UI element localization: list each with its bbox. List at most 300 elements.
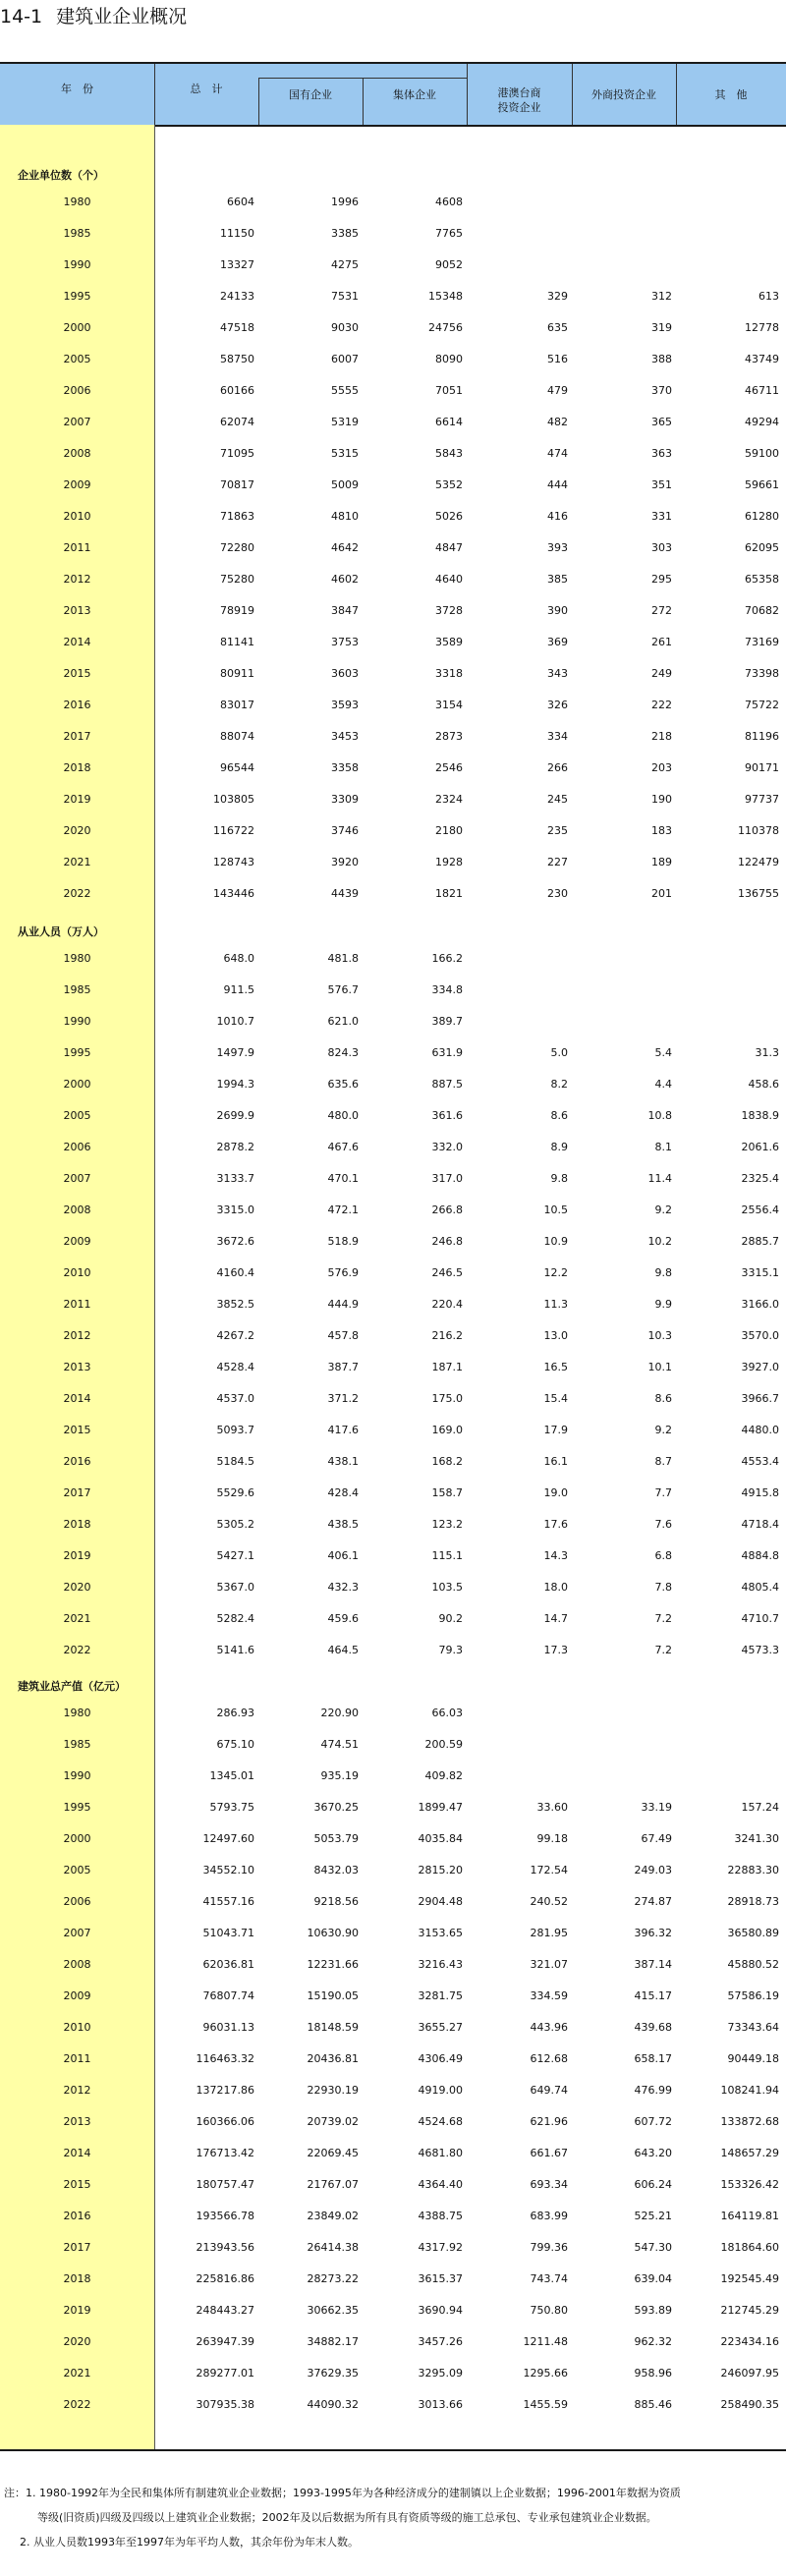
value-cell: 246.5 [431, 1266, 463, 1279]
header-subdivider [258, 78, 467, 79]
year-cell: 1995 [63, 1046, 91, 1059]
value-cell: 5.0 [550, 1046, 568, 1059]
value-cell: 3153.65 [418, 1927, 463, 1939]
value-cell: 365 [651, 416, 672, 428]
value-cell: 3358 [331, 761, 359, 774]
table-row [0, 257, 786, 273]
year-cell: 2010 [63, 2021, 91, 2034]
value-cell: 9030 [331, 321, 359, 334]
note-line-2: 等级(旧资质)四级及四级以上建筑业企业数据；2002年及以后数据为所有具有资质等级的施工总承包、专业承包建筑业企业数据。 [37, 2511, 657, 2524]
value-cell: 71863 [220, 510, 254, 523]
year-cell: 2005 [63, 1864, 91, 1876]
table-row [0, 1988, 786, 2004]
value-cell: 1899.47 [418, 1801, 463, 1814]
value-cell: 2815.20 [418, 1864, 463, 1876]
value-cell: 7.2 [654, 1644, 672, 1656]
table-row [0, 951, 786, 967]
value-cell: 631.9 [431, 1046, 463, 1059]
value-cell: 4388.75 [418, 2210, 463, 2222]
value-cell: 334 [547, 730, 568, 743]
value-cell: 3315.1 [741, 1266, 779, 1279]
value-cell: 3847 [331, 604, 359, 617]
year-cell: 1980 [63, 1707, 91, 1719]
table-row [0, 320, 786, 336]
value-cell: 406.1 [327, 1549, 359, 1562]
table-row [0, 792, 786, 808]
value-cell: 4537.0 [216, 1392, 254, 1405]
value-cell: 189 [651, 856, 672, 868]
year-cell: 2007 [63, 1172, 91, 1185]
year-cell: 2015 [63, 1424, 91, 1436]
value-cell: 693.34 [530, 2178, 568, 2191]
value-cell: 4602 [331, 573, 359, 586]
value-cell: 110378 [738, 824, 779, 837]
value-cell: 3309 [331, 793, 359, 806]
value-cell: 13327 [220, 258, 254, 271]
value-cell: 16.5 [543, 1361, 568, 1373]
value-cell: 258490.35 [720, 2398, 779, 2411]
year-cell: 1980 [63, 952, 91, 965]
header-other: 其 他 [714, 88, 748, 101]
year-cell: 2021 [63, 1612, 91, 1625]
value-cell: 71095 [220, 447, 254, 460]
value-cell: 3281.75 [418, 1989, 463, 2002]
value-cell: 240.52 [530, 1895, 568, 1908]
table-row [0, 2146, 786, 2161]
year-cell: 1990 [63, 1769, 91, 1782]
value-cell: 4847 [435, 541, 463, 554]
value-cell: 4805.4 [741, 1581, 779, 1594]
value-cell: 329 [547, 290, 568, 303]
value-cell: 387.14 [634, 1958, 672, 1971]
value-cell: 11.3 [543, 1298, 568, 1311]
value-cell: 4573.3 [741, 1644, 779, 1656]
value-cell: 148657.29 [720, 2147, 779, 2159]
value-cell: 3154 [435, 699, 463, 711]
value-cell: 3966.7 [741, 1392, 779, 1405]
value-cell: 28918.73 [727, 1895, 779, 1908]
value-cell: 160366.06 [196, 2115, 254, 2128]
value-cell: 15.4 [543, 1392, 568, 1405]
value-cell: 3457.26 [418, 2335, 463, 2348]
value-cell: 143446 [213, 887, 254, 900]
value-cell: 8.6 [550, 1109, 568, 1122]
value-cell: 4718.4 [741, 1518, 779, 1531]
value-cell: 658.17 [634, 2052, 672, 2065]
value-cell: 5053.79 [313, 1832, 359, 1845]
value-cell: 2324 [435, 793, 463, 806]
value-cell: 332.0 [431, 1141, 463, 1153]
table-row [0, 1265, 786, 1281]
table-row [0, 1108, 786, 1124]
value-cell: 432.3 [327, 1581, 359, 1594]
value-cell: 1928 [435, 856, 463, 868]
value-cell: 3216.43 [418, 1958, 463, 1971]
value-cell: 9218.56 [313, 1895, 359, 1908]
table-row [0, 1234, 786, 1250]
table-row [0, 1171, 786, 1187]
value-cell: 613 [758, 290, 779, 303]
value-cell: 70817 [220, 478, 254, 491]
value-cell: 887.5 [431, 1078, 463, 1091]
value-cell: 331 [651, 510, 672, 523]
header-divider [676, 64, 677, 125]
value-cell: 246097.95 [720, 2367, 779, 2380]
value-cell: 576.9 [327, 1266, 359, 1279]
table-row [0, 1548, 786, 1564]
note-line-1: 注：1. 1980-1992年为全民和集体所有制建筑业企业数据；1993-1995年为各种经济成分的建制镇以上企业数据；1996-2001年数据为资质 [4, 2487, 681, 2499]
value-cell: 387.7 [327, 1361, 359, 1373]
value-cell: 4439 [331, 887, 359, 900]
value-cell: 1497.9 [216, 1046, 254, 1059]
year-cell: 2011 [63, 1298, 91, 1311]
year-cell: 2022 [63, 887, 91, 900]
table-row [0, 1485, 786, 1501]
value-cell: 343 [547, 667, 568, 680]
value-cell: 30662.35 [307, 2304, 359, 2317]
value-cell: 444 [547, 478, 568, 491]
year-cell: 2018 [63, 1518, 91, 1531]
table-row [0, 760, 786, 776]
value-cell: 683.99 [530, 2210, 568, 2222]
value-cell: 370 [651, 384, 672, 397]
value-cell: 176713.42 [196, 2147, 254, 2159]
year-cell: 2008 [63, 447, 91, 460]
value-cell: 3295.09 [418, 2367, 463, 2380]
table-row [0, 226, 786, 242]
value-cell: 4681.80 [418, 2147, 463, 2159]
year-cell: 2008 [63, 1958, 91, 1971]
value-cell: 12.2 [543, 1266, 568, 1279]
year-cell: 2016 [63, 2210, 91, 2222]
value-cell: 3013.66 [418, 2398, 463, 2411]
value-cell: 1211.48 [523, 2335, 568, 2348]
value-cell: 5529.6 [216, 1486, 254, 1499]
value-cell: 43749 [745, 353, 779, 365]
value-cell: 958.96 [634, 2367, 672, 2380]
value-cell: 2873 [435, 730, 463, 743]
value-cell: 24756 [428, 321, 463, 334]
value-cell: 12497.60 [202, 1832, 254, 1845]
value-cell: 11150 [220, 227, 254, 240]
value-cell: 12231.66 [307, 1958, 359, 1971]
value-cell: 67.49 [641, 1832, 672, 1845]
value-cell: 3746 [331, 824, 359, 837]
value-cell: 201 [651, 887, 672, 900]
value-cell: 286.93 [216, 1707, 254, 1719]
table-row [0, 415, 786, 430]
value-cell: 108241.94 [720, 2084, 779, 2097]
value-cell: 203 [651, 761, 672, 774]
value-cell: 22930.19 [307, 2084, 359, 2097]
value-cell: 60166 [220, 384, 254, 397]
year-cell: 2014 [63, 2147, 91, 2159]
value-cell: 10.2 [647, 1235, 672, 1248]
value-cell: 3589 [435, 636, 463, 648]
value-cell: 480.0 [327, 1109, 359, 1122]
value-cell: 168.2 [431, 1455, 463, 1468]
value-cell: 34552.10 [202, 1864, 254, 1876]
value-cell: 8.7 [654, 1455, 672, 1468]
table-row [0, 1391, 786, 1407]
value-cell: 2556.4 [741, 1204, 779, 1216]
value-cell: 464.5 [327, 1644, 359, 1656]
value-cell: 65358 [745, 573, 779, 586]
value-cell: 266 [547, 761, 568, 774]
value-cell: 4710.7 [741, 1612, 779, 1625]
value-cell: 481.8 [327, 952, 359, 965]
year-cell: 2019 [63, 793, 91, 806]
value-cell: 66.03 [431, 1707, 463, 1719]
value-cell: 5009 [331, 478, 359, 491]
value-cell: 116722 [213, 824, 254, 837]
value-cell: 371.2 [327, 1392, 359, 1405]
year-cell: 2020 [63, 1581, 91, 1594]
year-cell: 1990 [63, 1015, 91, 1028]
value-cell: 10.3 [647, 1329, 672, 1342]
value-cell: 103.5 [431, 1581, 463, 1594]
value-cell: 193566.78 [196, 2210, 254, 2222]
value-cell: 2904.48 [418, 1895, 463, 1908]
year-cell: 2014 [63, 636, 91, 648]
value-cell: 312 [651, 290, 672, 303]
value-cell: 37629.35 [307, 2367, 359, 2380]
value-cell: 248443.27 [196, 2304, 254, 2317]
table-row [0, 886, 786, 902]
value-cell: 428.4 [327, 1486, 359, 1499]
year-cell: 2017 [63, 730, 91, 743]
year-cell: 2022 [63, 1644, 91, 1656]
value-cell: 2180 [435, 824, 463, 837]
value-cell: 166.2 [431, 952, 463, 965]
value-cell: 1821 [435, 887, 463, 900]
section-label: 企业单位数（个） [18, 169, 104, 182]
value-cell: 128743 [213, 856, 254, 868]
year-cell: 2006 [63, 1895, 91, 1908]
value-cell: 6007 [331, 353, 359, 365]
value-cell: 23849.02 [307, 2210, 359, 2222]
year-cell: 2007 [63, 1927, 91, 1939]
table-row [0, 2177, 786, 2193]
value-cell: 295 [651, 573, 672, 586]
value-cell: 3133.7 [216, 1172, 254, 1185]
value-cell: 4364.40 [418, 2178, 463, 2191]
value-cell: 62036.81 [202, 1958, 254, 1971]
value-cell: 249.03 [634, 1864, 672, 1876]
value-cell: 317.0 [431, 1172, 463, 1185]
value-cell: 58750 [220, 353, 254, 365]
header-total: 总 计 [190, 83, 223, 95]
value-cell: 4267.2 [216, 1329, 254, 1342]
value-cell: 225816.86 [196, 2272, 254, 2285]
value-cell: 220.4 [431, 1298, 463, 1311]
value-cell: 319 [651, 321, 672, 334]
value-cell: 18.0 [543, 1581, 568, 1594]
header-divider [363, 78, 364, 125]
value-cell: 5282.4 [216, 1612, 254, 1625]
value-cell: 361.6 [431, 1109, 463, 1122]
year-cell: 2010 [63, 510, 91, 523]
table-row [0, 1643, 786, 1658]
value-cell: 607.72 [634, 2115, 672, 2128]
value-cell: 643.20 [634, 2147, 672, 2159]
value-cell: 10.5 [543, 1204, 568, 1216]
value-cell: 222 [651, 699, 672, 711]
value-cell: 227 [547, 856, 568, 868]
value-cell: 99.18 [536, 1832, 568, 1845]
table-row [0, 1045, 786, 1061]
value-cell: 388 [651, 353, 672, 365]
value-cell: 123.2 [431, 1518, 463, 1531]
year-cell: 2021 [63, 2367, 91, 2380]
value-cell: 157.24 [741, 1801, 779, 1814]
year-cell: 1985 [63, 1738, 91, 1751]
year-cell: 2019 [63, 2304, 91, 2317]
table-row [0, 289, 786, 305]
value-cell: 648.0 [223, 952, 254, 965]
value-cell: 4317.92 [418, 2241, 463, 2254]
value-cell: 12778 [745, 321, 779, 334]
value-cell: 5427.1 [216, 1549, 254, 1562]
value-cell: 47518 [220, 321, 254, 334]
table-row [0, 1768, 786, 1784]
value-cell: 230 [547, 887, 568, 900]
year-cell: 2014 [63, 1392, 91, 1405]
table-row [0, 2271, 786, 2287]
value-cell: 153326.42 [720, 2178, 779, 2191]
year-cell: 2012 [63, 573, 91, 586]
table-row [0, 1360, 786, 1375]
value-cell: 593.89 [634, 2304, 672, 2317]
value-cell: 3728 [435, 604, 463, 617]
value-cell: 13.0 [543, 1329, 568, 1342]
value-cell: 1345.01 [209, 1769, 254, 1782]
value-cell: 2325.4 [741, 1172, 779, 1185]
value-cell: 261 [651, 636, 672, 648]
value-cell: 2546 [435, 761, 463, 774]
value-cell: 17.3 [543, 1644, 568, 1656]
value-cell: 363 [651, 447, 672, 460]
value-cell: 289277.01 [196, 2367, 254, 2380]
table-row [0, 383, 786, 399]
value-cell: 2878.2 [216, 1141, 254, 1153]
value-cell: 409.82 [424, 1769, 463, 1782]
value-cell: 4640 [435, 573, 463, 586]
table-row [0, 2083, 786, 2099]
value-cell: 10.1 [647, 1361, 672, 1373]
value-cell: 3655.27 [418, 2021, 463, 2034]
value-cell: 474.51 [320, 1738, 359, 1751]
value-cell: 72280 [220, 541, 254, 554]
year-cell: 2019 [63, 1549, 91, 1562]
value-cell: 172.54 [530, 1864, 568, 1876]
value-cell: 200.59 [424, 1738, 463, 1751]
value-cell: 443.96 [530, 2021, 568, 2034]
value-cell: 799.36 [530, 2241, 568, 2254]
value-cell: 4553.4 [741, 1455, 779, 1468]
value-cell: 17.6 [543, 1518, 568, 1531]
value-cell: 458.6 [748, 1078, 779, 1091]
value-cell: 274.87 [634, 1895, 672, 1908]
value-cell: 3753 [331, 636, 359, 648]
value-cell: 911.5 [223, 983, 254, 996]
value-cell: 73398 [745, 667, 779, 680]
value-cell: 417.6 [327, 1424, 359, 1436]
value-cell: 5141.6 [216, 1644, 254, 1656]
section-label: 从业人员（万人） [18, 925, 104, 938]
year-cell: 2015 [63, 2178, 91, 2191]
value-cell: 4528.4 [216, 1361, 254, 1373]
year-cell: 2009 [63, 478, 91, 491]
value-cell: 57586.19 [727, 1989, 779, 2002]
table-row [0, 1957, 786, 1973]
year-cell: 2018 [63, 2272, 91, 2285]
value-cell: 220.90 [320, 1707, 359, 1719]
value-cell: 76807.74 [202, 1989, 254, 2002]
value-cell: 4919.00 [418, 2084, 463, 2097]
value-cell: 11.4 [647, 1172, 672, 1185]
value-cell: 3672.6 [216, 1235, 254, 1248]
value-cell: 5367.0 [216, 1581, 254, 1594]
value-cell: 5184.5 [216, 1455, 254, 1468]
year-cell: 2007 [63, 416, 91, 428]
year-cell: 2017 [63, 2241, 91, 2254]
value-cell: 122479 [738, 856, 779, 868]
value-cell: 1996 [331, 196, 359, 208]
table-row [0, 1140, 786, 1155]
value-cell: 8.1 [654, 1141, 672, 1153]
value-cell: 5026 [435, 510, 463, 523]
value-cell: 33.60 [536, 1801, 568, 1814]
year-cell: 2015 [63, 667, 91, 680]
value-cell: 639.04 [634, 2272, 672, 2285]
value-cell: 3920 [331, 856, 359, 868]
value-cell: 14.7 [543, 1612, 568, 1625]
value-cell: 10630.90 [307, 1927, 359, 1939]
value-cell: 7.8 [654, 1581, 672, 1594]
value-cell: 4480.0 [741, 1424, 779, 1436]
value-cell: 49294 [745, 416, 779, 428]
value-cell: 9.9 [654, 1298, 672, 1311]
value-cell: 635 [547, 321, 568, 334]
value-cell: 70682 [745, 604, 779, 617]
value-cell: 438.1 [327, 1455, 359, 1468]
year-cell: 2000 [63, 1832, 91, 1845]
year-cell: 2005 [63, 1109, 91, 1122]
value-cell: 19.0 [543, 1486, 568, 1499]
value-cell: 272 [651, 604, 672, 617]
value-cell: 78919 [220, 604, 254, 617]
value-cell: 218 [651, 730, 672, 743]
table-row [0, 2051, 786, 2067]
value-cell: 467.6 [327, 1141, 359, 1153]
year-cell: 2000 [63, 1078, 91, 1091]
value-cell: 7051 [435, 384, 463, 397]
value-cell: 439.68 [634, 2021, 672, 2034]
year-cell: 2010 [63, 1266, 91, 1279]
table-row [0, 2334, 786, 2350]
table-row [0, 2366, 786, 2381]
value-cell: 3570.0 [741, 1329, 779, 1342]
table-row [0, 1831, 786, 1847]
header-collective: 集体企业 [393, 88, 436, 101]
value-cell: 476.99 [634, 2084, 672, 2097]
value-cell: 606.24 [634, 2178, 672, 2191]
table-row [0, 1800, 786, 1816]
value-cell: 3603 [331, 667, 359, 680]
value-cell: 4810 [331, 510, 359, 523]
year-cell: 2012 [63, 1329, 91, 1342]
